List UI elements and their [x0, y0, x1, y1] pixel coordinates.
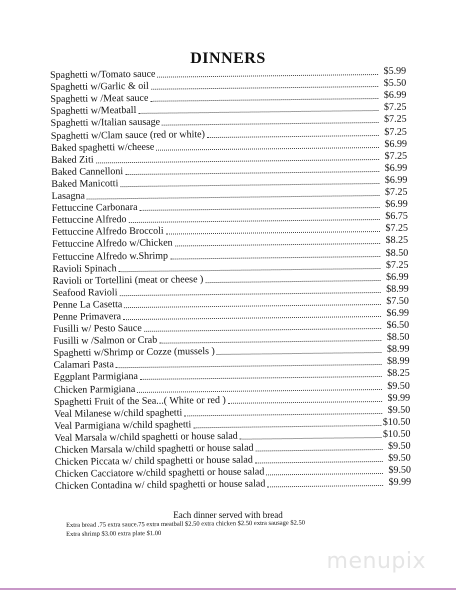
menu-item-name: Fettuccine Alfredo: [51, 214, 127, 227]
menu-item-price: $5.50: [383, 77, 407, 90]
dot-leader: [205, 279, 380, 283]
extras-note: [66, 518, 305, 539]
menu-item-name: Spaghetti Fruit of the Sea...( White or red ): [53, 394, 226, 408]
menu-item-price: $9.50: [387, 380, 410, 392]
dot-leader: [170, 254, 380, 259]
dot-leader: [119, 267, 381, 272]
menu-item-price: $6.99: [385, 198, 408, 211]
menu-item-price: $9.50: [387, 404, 411, 416]
dot-leader: [207, 134, 379, 138]
menu-item-name: Fettuccine Alfredo Broccoli: [51, 225, 164, 239]
dot-leader: [156, 146, 379, 151]
menu-item-price: $9.99: [388, 476, 412, 489]
menu-item-price: $9.50: [388, 452, 411, 464]
dot-leader: [140, 375, 382, 380]
dot-leader: [157, 73, 378, 78]
menu-item-name: Ravioli Spinach: [52, 262, 117, 275]
dot-leader: [137, 388, 382, 393]
dot-leader: [255, 448, 382, 452]
menu-item-price: $7.25: [384, 186, 408, 198]
menu-item-name: Calamari Pasta: [53, 359, 114, 372]
menu-item-price: $7.25: [384, 114, 407, 126]
dot-leader: [184, 412, 382, 416]
menu-item-price: $6.99: [385, 271, 409, 283]
dot-leader: [119, 291, 380, 296]
menu-item-price: $6.75: [385, 210, 408, 223]
extras-line-2: Extra shrimp $3.00 extra plate $1.00: [66, 530, 162, 538]
menu-item-price: $9.50: [388, 464, 411, 477]
menu-item-name: Veal Parmigiana w/child spaghetti: [54, 419, 192, 432]
dot-leader: [267, 484, 383, 487]
menu-item-price: $8.50: [385, 247, 409, 259]
menu-item-name: Spaghetti w /Meat sauce: [50, 93, 149, 106]
dot-leader: [266, 472, 383, 475]
menu-item-name: Fettuccine Alfredo w.Shrimp: [52, 250, 169, 263]
menu-item-price: $6.99: [384, 174, 408, 186]
menu-item-price: $7.50: [386, 295, 409, 307]
dot-leader: [138, 109, 378, 114]
dot-leader: [151, 85, 378, 90]
dot-leader: [240, 436, 381, 440]
dot-leader: [162, 121, 379, 126]
dot-leader: [159, 339, 381, 344]
menu-item-price: $5.99: [383, 65, 407, 78]
menu-item-name: Lasagna: [51, 190, 85, 203]
menu-item-price: $6.99: [384, 162, 408, 174]
dot-leader: [120, 182, 379, 187]
menu-item-name: Spaghetti w/Tomato sauce: [50, 68, 156, 82]
menu-item-name: Veal Marsala w/child spaghetti or house salad: [54, 430, 238, 444]
menu-item-name: Chicken Parmigiana: [53, 383, 136, 396]
menu-item-price: $6.99: [384, 138, 407, 150]
menu-item-price: $10.50: [382, 428, 411, 440]
menu-item-name: Fusilli w/ Pesto Sauce: [53, 322, 142, 336]
menu-item-price: $8.99: [386, 343, 410, 356]
menu-item-name: Fusilli w /Salmon or Crab: [53, 334, 158, 348]
menu-title: DINNERS: [190, 50, 266, 67]
menu-item-name: Veal Milanese w/child spaghetti: [54, 407, 183, 420]
dot-leader: [123, 315, 381, 320]
menu-item-price: $8.25: [387, 368, 410, 380]
menu-item-name: Baked spaghetti w/cheese: [50, 141, 155, 154]
menu-item-price: $7.25: [384, 150, 408, 162]
dot-leader: [175, 242, 380, 247]
menu-item-name: Chicken Contadina w/ child spaghetti or house salad: [55, 478, 266, 493]
menupix-watermark: menupix: [326, 549, 426, 574]
menu-item-name: Fettuccine Carbonara: [51, 202, 138, 215]
menu-item-name: Baked Manicotti: [51, 178, 119, 190]
menu-item-price: $6.99: [383, 89, 407, 102]
menu-item-price: $7.25: [383, 102, 407, 114]
menu-item-price: $7.25: [385, 259, 409, 271]
dot-leader: [150, 97, 378, 102]
extras-line-1: Extra bread .75 extra sauce.75 extra meatball $2.50 extra chicken $2.50 extra sausage $2.50: [66, 519, 306, 529]
menu-item-price: $8.99: [387, 355, 410, 368]
menu-item-price: $10.50: [382, 416, 411, 428]
menu-item-price: $6.99: [386, 307, 410, 319]
menu-item-price: $8.25: [385, 235, 409, 247]
menu-item-name: Baked Ziti: [51, 154, 94, 166]
menu-item-price: $7.25: [384, 126, 407, 138]
menu-item-name: Penne Primavera: [52, 311, 122, 323]
dot-leader: [144, 327, 381, 332]
menu-item-name: Chicken Marsala w/child spaghetti or house salad: [54, 442, 254, 456]
menu-item-name: Ravioli or Tortellini (meat or cheese ): [52, 273, 204, 287]
menu-item-name: Fettuccine Alfredo w/Chicken: [52, 237, 173, 251]
menu-item-name: Eggplant Parmigiana: [53, 371, 138, 384]
dot-leader: [125, 170, 379, 175]
menu-item-name: Spaghetti w/Garlic & oil: [50, 80, 149, 94]
menu-item-price: $8.99: [386, 283, 409, 295]
dot-leader: [140, 206, 380, 211]
menu-item-name: Spaghetti w/Italian sausage: [50, 117, 161, 130]
menu-item-name: Spaghetti w/Meatball: [50, 105, 137, 118]
dot-leader: [124, 303, 381, 308]
menu-item-price: $7.25: [385, 222, 409, 235]
menu-item-price: $6.50: [386, 319, 410, 331]
dot-leader: [166, 230, 380, 235]
menu-item-name: Baked Cannelloni: [51, 165, 124, 178]
menu-item-name: Spaghetti w/Clam sauce (red or white): [50, 128, 205, 142]
dot-leader: [116, 363, 382, 368]
menu-item-price: $9.99: [387, 392, 411, 404]
dot-leader: [255, 460, 383, 464]
bread-note: Each dinner served with bread: [173, 510, 283, 520]
menu-item-name: Chicken Piccata w/ child spaghetti or house salad: [54, 454, 253, 469]
dot-leader: [228, 400, 382, 404]
dot-leader: [193, 424, 381, 428]
page-bottom-border: [0, 588, 456, 590]
menu-item-name: Seafood Ravioli: [52, 286, 118, 299]
dinner-list: [50, 66, 411, 494]
dot-leader: [129, 218, 380, 223]
menu-item-name: Chicken Cacciatore w/child spaghetti or house salad: [54, 466, 265, 481]
menu-item-price: $8.50: [386, 331, 410, 344]
menu-item-name: Spaghetti w/Shrimp or Cozze (mussels ): [53, 346, 215, 360]
menu-item-price: $9.50: [388, 440, 411, 452]
dot-leader: [217, 351, 382, 355]
menu-item-name: Penne La Casetta: [52, 299, 123, 311]
